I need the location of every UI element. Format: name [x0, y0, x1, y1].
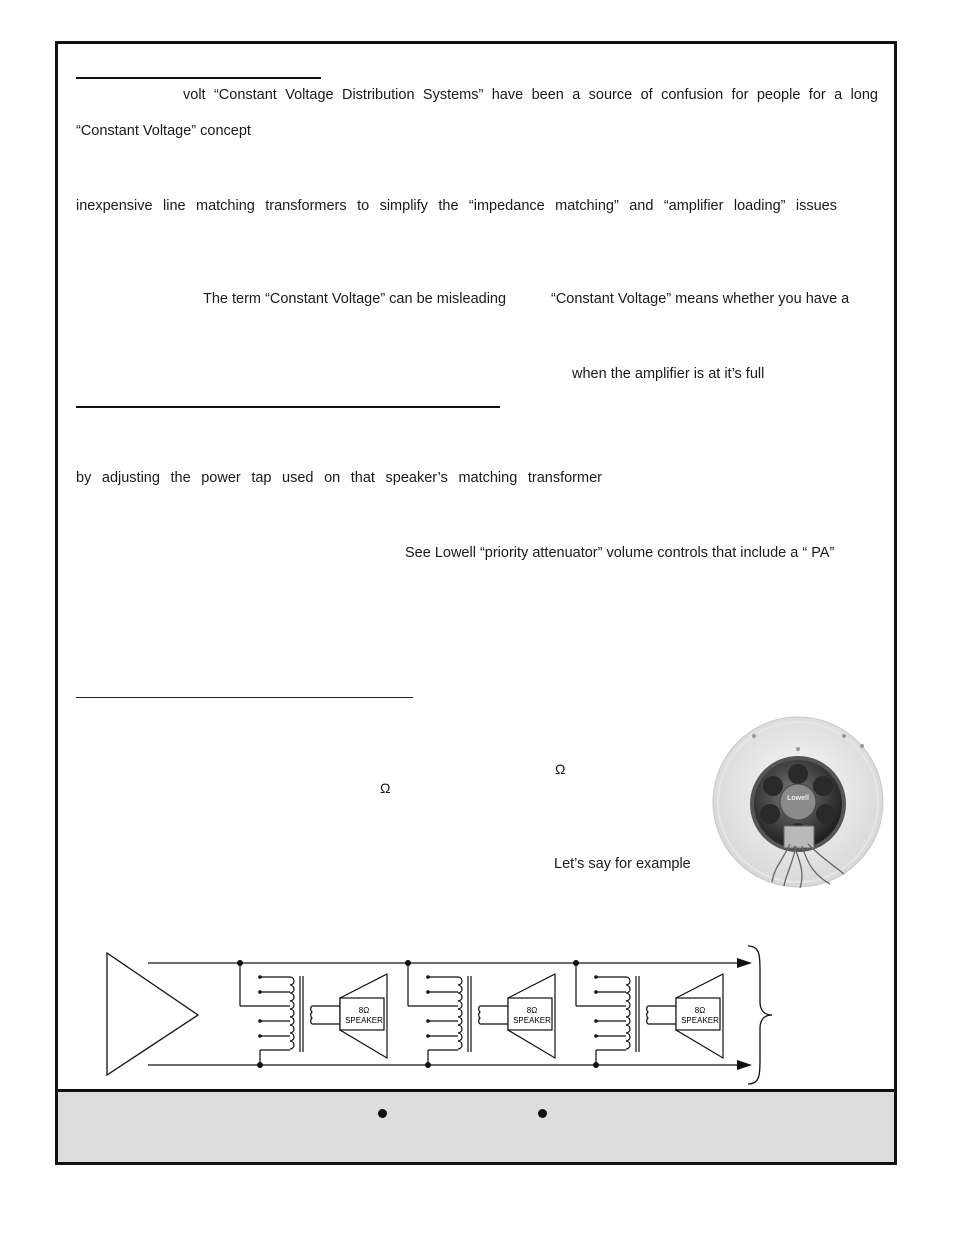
speaker-impedance-label: 8Ω: [694, 1006, 706, 1015]
speaker-label: SPEAKER: [345, 1016, 383, 1025]
body-text-line: Let’s say for example: [554, 856, 691, 872]
amplifier-symbol: [107, 953, 198, 1075]
page-footer: [58, 1089, 894, 1162]
omega-symbol: Ω: [380, 780, 391, 796]
speaker-impedance-label: 8Ω: [358, 1006, 370, 1015]
body-text-line: volt “Constant Voltage Distribution Systems” have been a source of confusion for people for a long: [183, 87, 878, 103]
photo-brand-label: Lowell: [787, 795, 809, 802]
speaker-impedance-label: 8Ω: [526, 1006, 538, 1015]
body-text-line: when the amplifier is at it’s full: [572, 366, 765, 382]
footer-bullet: [538, 1109, 547, 1118]
speaker-branch: [237, 960, 387, 1068]
output-arrow-top: [737, 958, 752, 968]
speaker-label: SPEAKER: [513, 1016, 551, 1025]
ceiling-speaker-photo: [712, 716, 885, 889]
body-text-line: by adjusting the power tap used on that speaker’s matching transformer: [76, 470, 602, 486]
section-heading-rule: [76, 77, 321, 79]
body-text-line: See Lowell “priority attenuator” volume controls that include a “ PA”: [405, 545, 835, 561]
section-heading-rule: [76, 697, 413, 698]
footer-bullet: [378, 1109, 387, 1118]
body-text-line: “Constant Voltage” concept: [76, 123, 251, 139]
constant-voltage-wiring-diagram: [100, 940, 780, 1088]
speaker-branch: [573, 960, 723, 1068]
section-heading-rule: [76, 406, 500, 408]
body-text-line: “Constant Voltage” means whether you have a: [551, 291, 850, 307]
speaker-branch: [405, 960, 555, 1068]
omega-symbol: Ω: [555, 761, 566, 777]
body-text-line: The term “Constant Voltage” can be misleading: [203, 291, 507, 307]
body-text-line: inexpensive line matching transformers to simplify the “impedance matching” and “amplifier loading” issues: [76, 198, 837, 214]
output-arrow-bottom: [737, 1060, 752, 1070]
speaker-label: SPEAKER: [681, 1016, 719, 1025]
